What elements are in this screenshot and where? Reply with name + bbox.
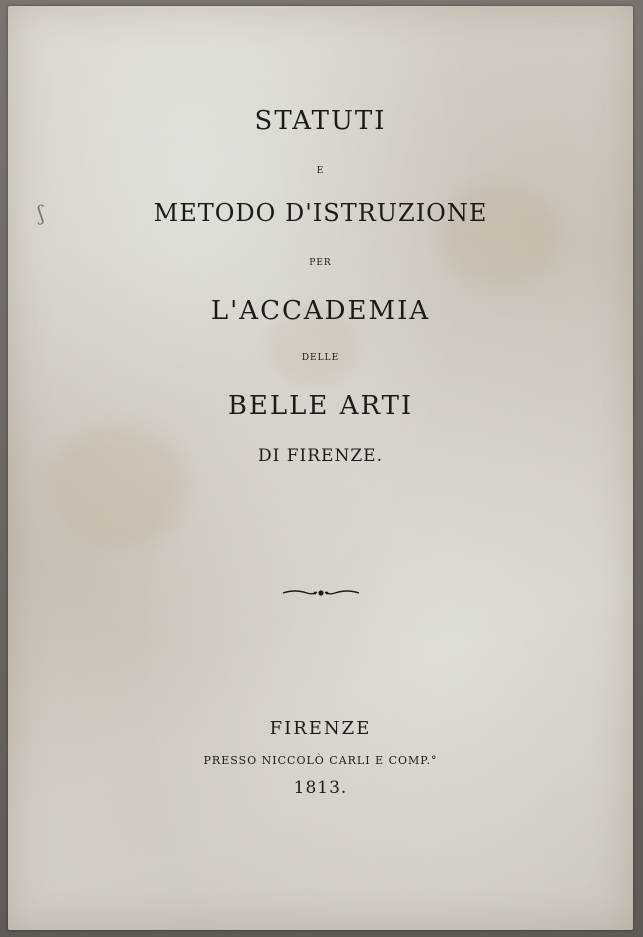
- title-statuti: STATUTI: [254, 106, 387, 136]
- paper-stain: [48, 426, 188, 546]
- ornament-rule-icon: [8, 586, 633, 605]
- title-per: PER: [309, 258, 332, 268]
- imprint-year: 1813.: [293, 778, 348, 798]
- title-belle-arti: BELLE ARTI: [227, 391, 414, 421]
- title-page: [8, 6, 633, 930]
- title-conjunction-e: E: [316, 166, 325, 176]
- imprint-publisher: PRESSO NICCOLÒ CARLI E COMP.°: [203, 754, 438, 767]
- title-di-firenze: DI FIRENZE.: [258, 446, 383, 466]
- title-metodo: METODO D'ISTRUZIONE: [153, 199, 488, 227]
- title-delle: DELLE: [301, 353, 340, 363]
- imprint-city: FIRENZE: [269, 718, 372, 739]
- pencil-mark: ʃ: [35, 200, 46, 226]
- title-accademia: L'ACCADEMIA: [210, 296, 431, 326]
